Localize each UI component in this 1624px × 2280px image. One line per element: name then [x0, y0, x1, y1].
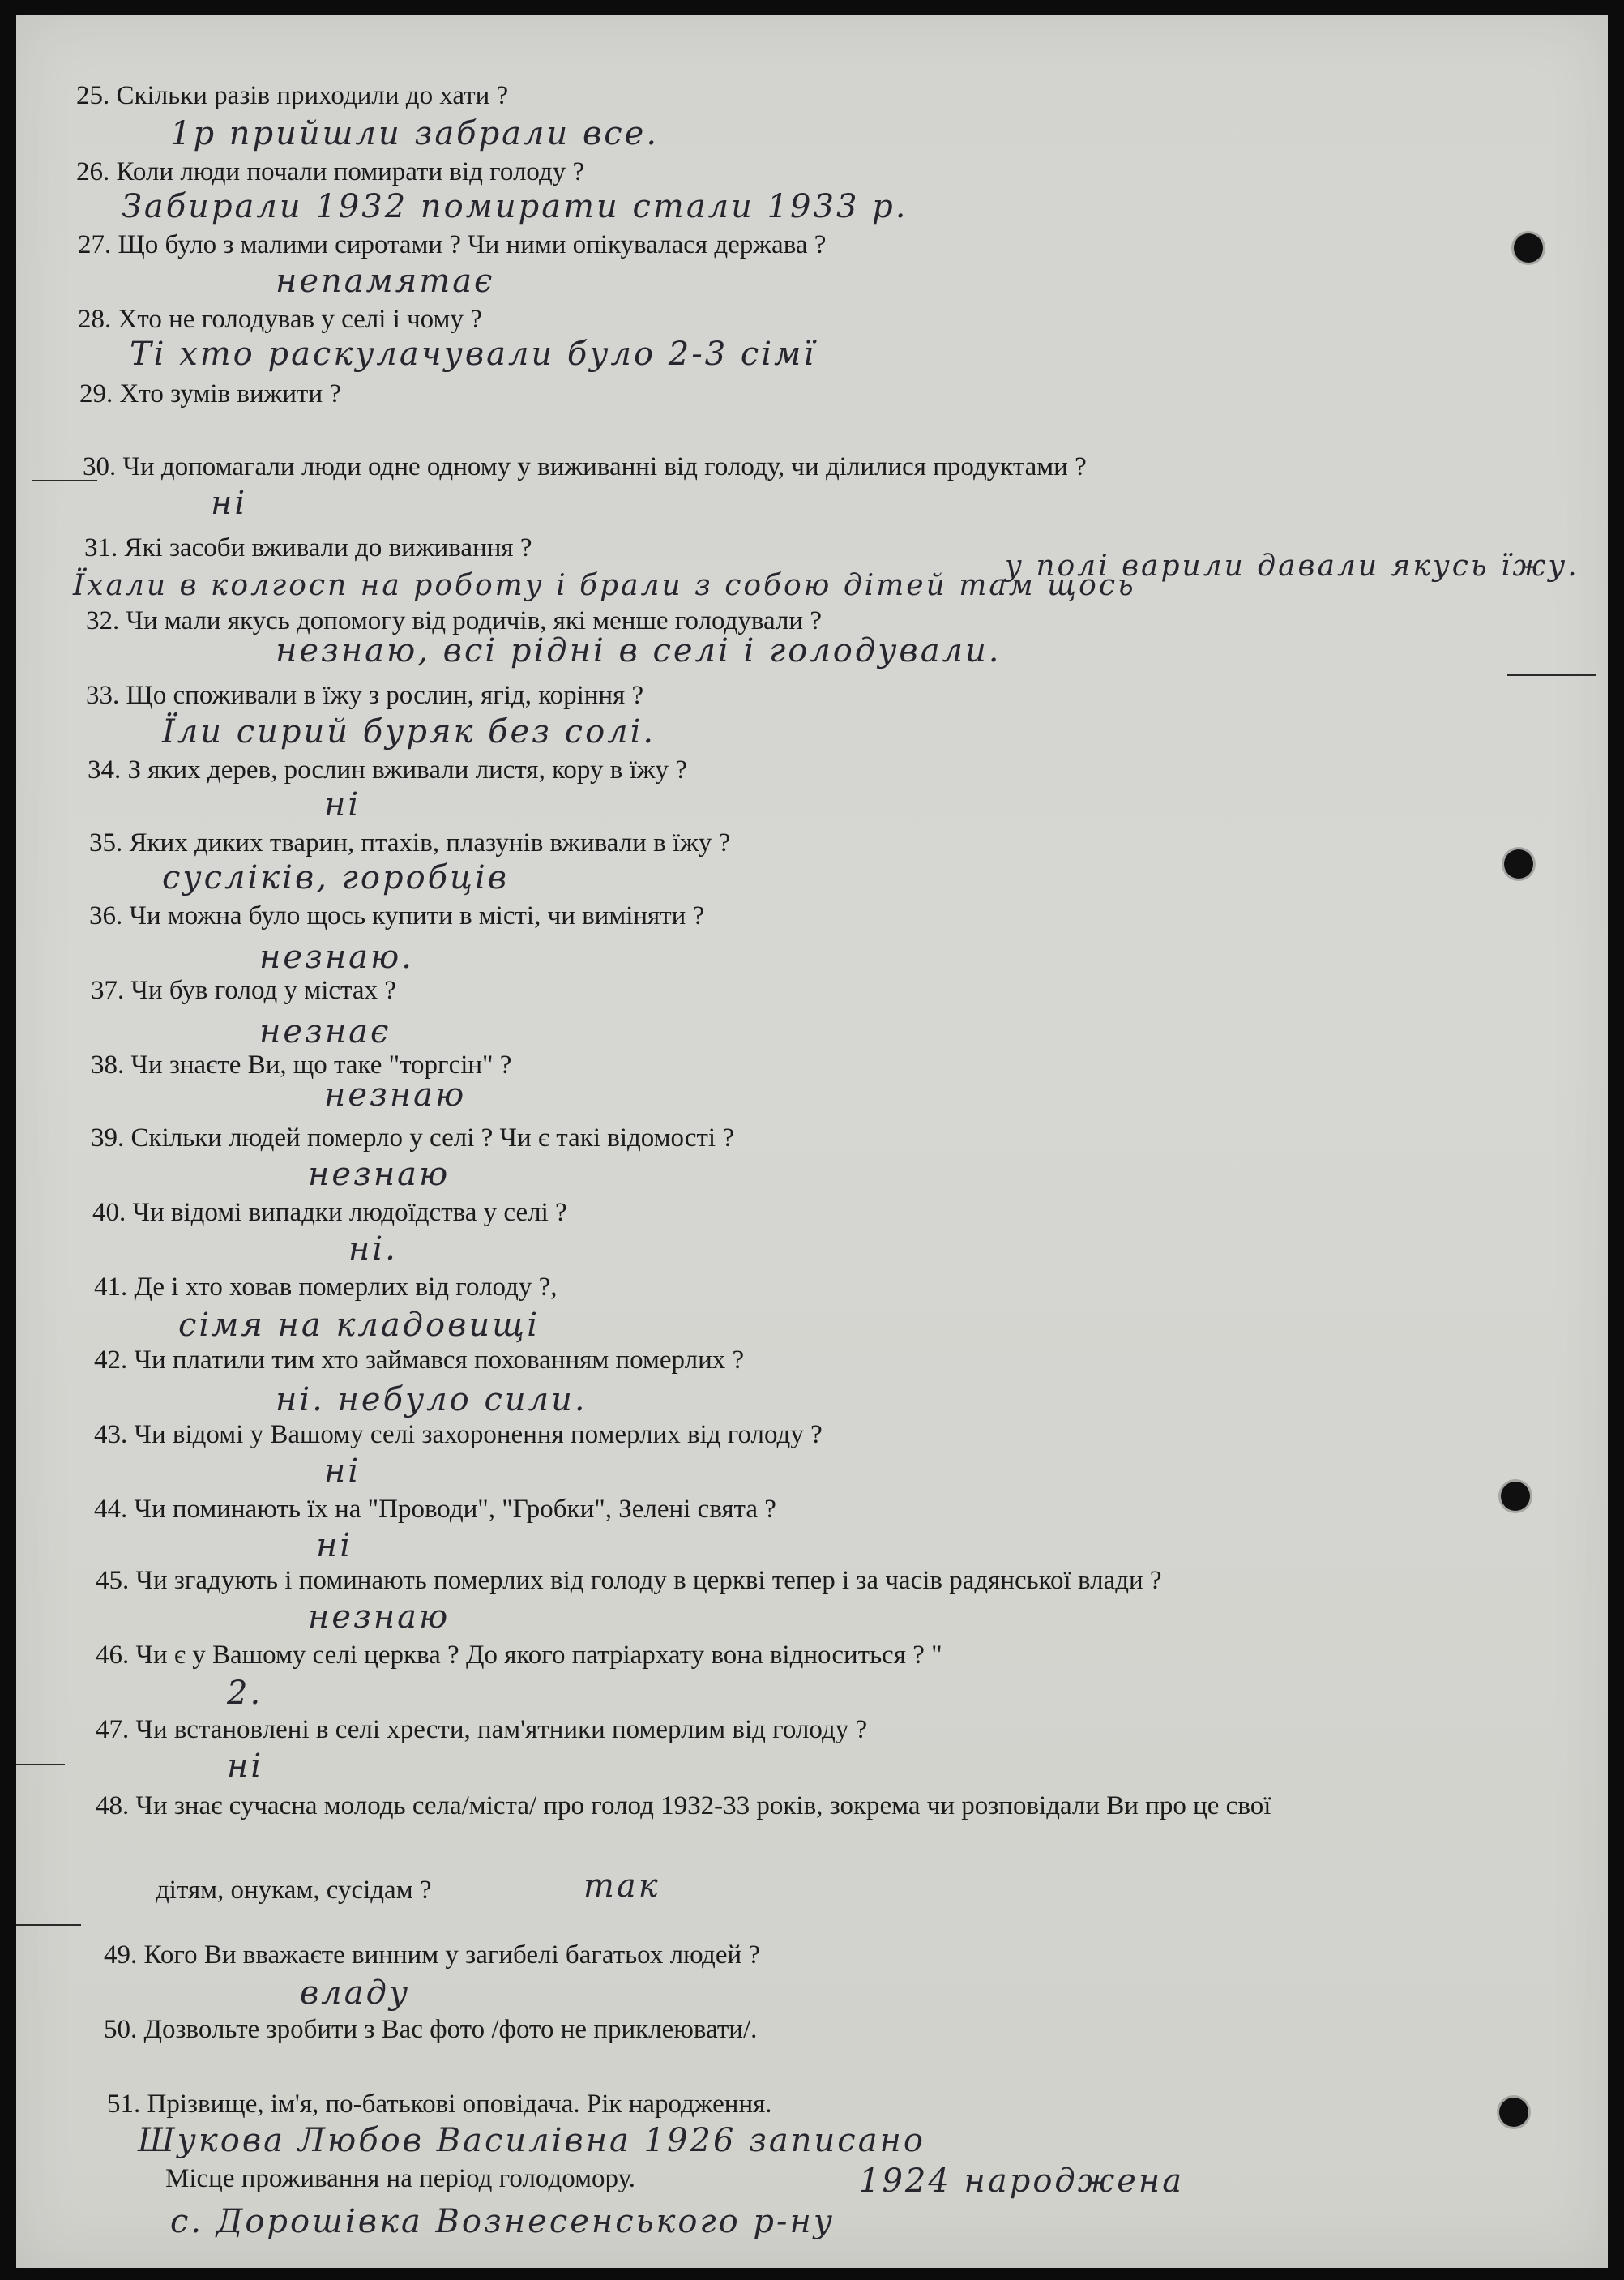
answer-27: непамятає: [276, 263, 495, 300]
punch-hole: [1499, 2098, 1528, 2127]
punch-hole: [1514, 233, 1543, 263]
answer-37: незнає: [259, 1013, 391, 1050]
answer-48: так: [583, 1867, 660, 1905]
question-44: 44. Чи поминають їх на "Проводи", "Гробки", Зелені свята ?: [94, 1495, 776, 1524]
question-35: 35. Яких диких тварин, птахів, плазунів вживали в їжу ?: [89, 828, 731, 858]
answer-33: Їли сирий буряк без солі.: [162, 713, 656, 751]
answer-31-line2: у полі варили давали якусь їжу.: [1005, 550, 1579, 583]
answer-31-line1: Їхали в колгосп на роботу і брали з собою дітей там щось: [73, 569, 1136, 602]
margin-dash: [16, 1764, 65, 1765]
question-28: 28. Хто не голодував у селі і чому ?: [78, 305, 482, 334]
question-30: 30. Чи допомагали люди одне одному у виживанні від голоду, чи ділилися продуктами ?: [83, 452, 1087, 481]
question-51: 51. Прізвище, ім'я, по-батькові оповідача. Рік народження.: [107, 2090, 772, 2119]
answer-41: сімя на кладовищі: [178, 1307, 540, 1344]
answer-46: 2.: [227, 1675, 263, 1712]
punch-hole: [1504, 849, 1533, 879]
question-34: 34. З яких дерев, рослин вживали листя, кору в їжу ?: [88, 755, 687, 785]
question-27: 27. Що було з малими сиротами ? Чи ними опікувалася держава ?: [78, 230, 827, 259]
question-46: 46. Чи є у Вашому селі церква ? До якого патріархату вона відноситься ? ": [96, 1640, 942, 1670]
question-51-residence: Місце проживання на період голодомору.: [165, 2164, 636, 2193]
question-38: 38. Чи знаєте Ви, що таке "торгсін" ?: [91, 1050, 512, 1080]
answer-25: 1р прийшли забрали все.: [170, 115, 660, 152]
question-50: 50. Дозвольте зробити з Вас фото /фото не приклеювати/.: [104, 2015, 758, 2044]
question-43: 43. Чи відомі у Вашому селі захоронення померлих від голоду ?: [94, 1420, 823, 1449]
question-49: 49. Кого Ви вважаєте винним у загибелі багатьох людей ?: [104, 1940, 761, 1970]
answer-35: сусліків, горобців: [162, 859, 510, 896]
question-45: 45. Чи згадують і поминають померлих від голоду в церкві тепер і за часів радянської влади ?: [96, 1566, 1162, 1595]
answer-42: ні. небуло сили.: [276, 1381, 588, 1418]
question-29: 29. Хто зумів вижити ?: [79, 379, 342, 409]
answer-34: ні: [324, 786, 361, 823]
answer-49: владу: [300, 1974, 411, 2012]
answer-30: ні: [211, 485, 248, 522]
question-26: 26. Коли люди почали помирати від голоду ?: [76, 157, 585, 186]
question-36: 36. Чи можна було щось купити в місті, чи виміняти ?: [89, 901, 705, 930]
question-25: 25. Скільки разів приходили до хати ?: [76, 81, 509, 110]
answer-43: ні: [324, 1452, 361, 1490]
answer-51-name: Шукова Любов Василівна 1926 записано: [138, 2122, 925, 2159]
answer-38: незнаю: [324, 1076, 467, 1114]
answer-47: ні: [227, 1747, 264, 1785]
answer-28: Ті хто раскулачували було 2-3 сімї: [130, 336, 817, 373]
questionnaire-page: [16, 15, 1608, 2268]
question-40: 40. Чи відомі випадки людоїдства у селі ?: [92, 1198, 567, 1227]
answer-39: незнаю: [308, 1156, 451, 1193]
question-39: 39. Скільки людей померло у селі ? Чи є такі відомості ?: [91, 1123, 734, 1153]
question-42: 42. Чи платили тим хто займався похованням померлих ?: [94, 1345, 745, 1375]
question-47: 47. Чи встановлені в селі хрести, пам'ятники померлим від голоду ?: [96, 1715, 868, 1744]
answer-40: ні.: [348, 1230, 398, 1268]
answer-44: ні: [316, 1527, 353, 1564]
margin-dash: [1507, 674, 1596, 676]
question-48-continuation: дітям, онукам, сусідам ?: [156, 1876, 432, 1905]
answer-51-birth-note: 1924 народжена: [859, 2162, 1185, 2200]
answer-45: незнаю: [308, 1598, 451, 1636]
margin-dash: [16, 1924, 81, 1926]
question-32: 32. Чи мали якусь допомогу від родичів, які менше голодували ?: [86, 606, 822, 635]
question-37: 37. Чи був голод у містах ?: [91, 976, 396, 1005]
question-41: 41. Де і хто ховав померлих від голоду ?,: [94, 1273, 558, 1302]
answer-51-residence: с. Дорошівка Вознесенського р-ну: [170, 2203, 836, 2240]
punch-hole: [1501, 1482, 1530, 1511]
answer-32: незнаю, всі рідні в селі і голодували.: [276, 632, 1002, 669]
question-33: 33. Що споживали в їжу з рослин, ягід, коріння ?: [86, 681, 644, 710]
answer-36: незнаю.: [259, 939, 414, 976]
question-48: 48. Чи знає сучасна молодь села/міста/ про голод 1932-33 років, зокрема чи розповідали Ви про це свої: [96, 1791, 1271, 1820]
question-31: 31. Які засоби вживали до виживання ?: [84, 533, 532, 563]
answer-26: Забирали 1932 помирати стали 1933 р.: [122, 188, 908, 225]
